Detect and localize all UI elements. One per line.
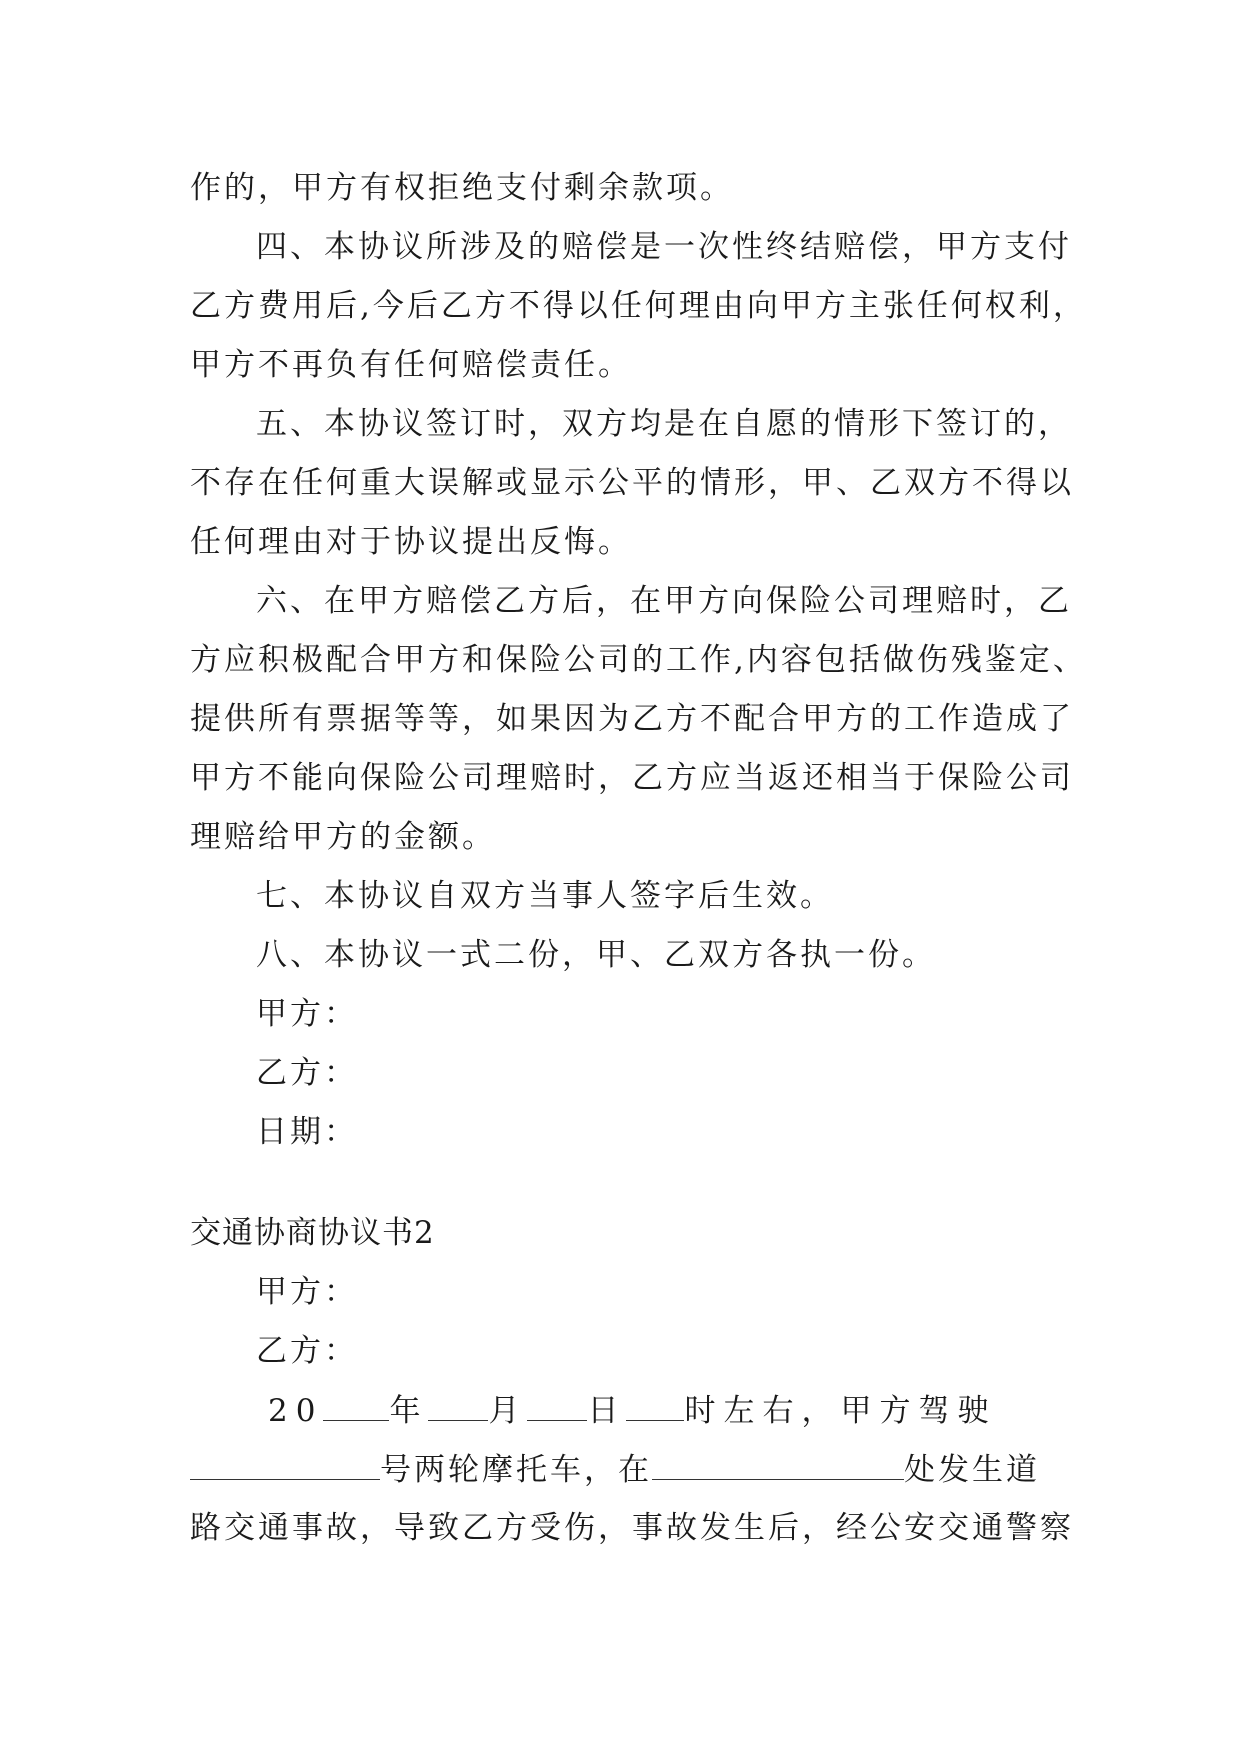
body-line: 乙方费用后,今后乙方不得以任何理由向甲方主张任何权利， [190, 288, 1087, 324]
section-title: 交通协商协议书2 [190, 1215, 435, 1251]
plate-blank [190, 1449, 380, 1480]
body-line: 路交通事故，导致乙方受伤，事故发生后，经公安交通警察 [190, 1510, 1074, 1546]
clause-7: 七、本协议自双方当事人签字后生效。 [256, 878, 834, 914]
body-line: 理赔给甲方的金额。 [190, 819, 496, 855]
month-blank [428, 1390, 488, 1421]
clause-4: 四、本协议所涉及的赔偿是一次性终结赔偿，甲方支付 [256, 229, 1072, 265]
party-a-label: 甲方： [256, 1274, 358, 1310]
day-label: 日 [587, 1393, 627, 1429]
clause-8: 八、本协议一式二份，甲、乙双方各执一份。 [256, 937, 936, 973]
body-line: 作的，甲方有权拒绝支付剩余款项。 [190, 170, 734, 206]
date-fill-line [268, 1390, 996, 1431]
signature-date: 日期： [256, 1114, 358, 1150]
signature-party-b: 乙方： [256, 1055, 358, 1091]
day-blank [527, 1390, 587, 1421]
body-line: 甲方不能向保险公司理赔时，乙方应当返还相当于保险公司 [190, 760, 1074, 796]
body-line: 方应积极配合甲方和保险公司的工作,内容包括做伤残鉴定、 [190, 642, 1087, 678]
body-line: 甲方不再负有任何赔偿责任。 [190, 347, 632, 383]
clause-6: 六、在甲方赔偿乙方后，在甲方向保险公司理赔时，乙 [256, 583, 1072, 619]
signature-party-a: 甲方： [256, 996, 358, 1032]
hour-blank [626, 1390, 684, 1421]
year-label: 年 [389, 1393, 429, 1429]
body-line: 不存在任何重大误解或显示公平的情形，甲、乙双方不得以 [190, 465, 1074, 501]
vehicle-fill-line [190, 1449, 1040, 1490]
date-line-rest: 时左右，甲方驾驶 [684, 1393, 997, 1429]
vehicle-line-end: 处发生道 [904, 1452, 1040, 1488]
month-label: 月 [488, 1393, 528, 1429]
year-blank [323, 1390, 389, 1421]
party-b-label: 乙方： [256, 1333, 358, 1369]
vehicle-text: 号两轮摩托车，在 [380, 1452, 652, 1488]
clause-5: 五、本协议签订时，双方均是在自愿的情形下签订的， [256, 406, 1072, 442]
body-line: 任何理由对于协议提出反悔。 [190, 524, 632, 560]
body-line: 提供所有票据等等，如果因为乙方不配合甲方的工作造成了 [190, 701, 1074, 737]
year-prefix: 20 [268, 1393, 324, 1429]
location-blank [652, 1449, 904, 1480]
